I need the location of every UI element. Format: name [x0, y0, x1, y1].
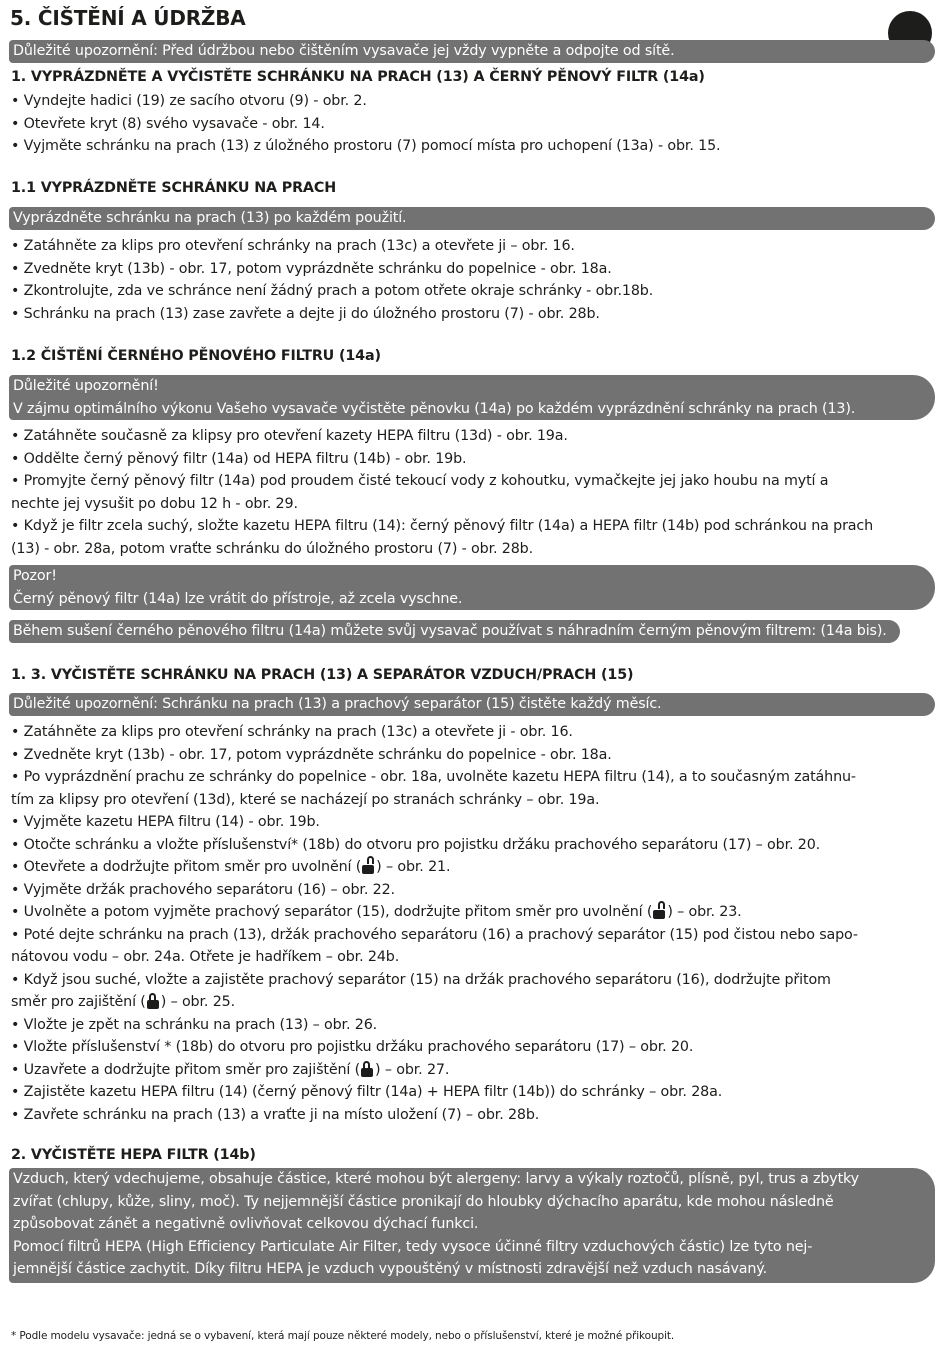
- section-1-3-heading: 1. 3. VYČISTĚTE SCHRÁNKU NA PRACH (13) A SEPARÁTOR VZDUCH/PRACH (15): [11, 667, 634, 683]
- lock-icon: [360, 1061, 375, 1077]
- list-item: [11, 901, 941, 924]
- text: • Uzavřete a dodržujte přitom směr pro zajištění (: [11, 1061, 361, 1078]
- list-item: • Zajistěte kazetu HEPA filtru (14) (černý pěnový filtr (14a) + HEPA filtr (14b)) do schránky – obr. 28a.: [11, 1084, 723, 1100]
- list-item: nátovou vodu – obr. 24a. Otřete je hadříkem – obr. 24b.: [11, 949, 400, 965]
- list-item: • Vyndejte hadici (19) ze sacího otvoru (9) - obr. 2.: [11, 93, 367, 109]
- section-1-2-notice: [9, 375, 935, 420]
- intro-notice: Důležité upozornění: Před údržbou nebo čištěním vysavače jej vždy vypněte a odpojte od sítě.: [9, 40, 935, 63]
- section-1-1-notice: Vyprázdněte schránku na prach (13) po každém použití.: [9, 207, 935, 230]
- hepa-info-box: [9, 1168, 935, 1283]
- caution-line: Černý pěnový filtr (14a) lze vrátit do přístroje, až zcela vyschne.: [13, 590, 463, 607]
- list-item: • Zvedněte kryt (13b) - obr. 17, potom vyprázdněte schránku do popelnice - obr. 18a.: [11, 746, 612, 763]
- list-item: • Otevřete kryt (8) svého vysavače - obr. 14.: [11, 115, 325, 132]
- list-item: • Zvedněte kryt (13b) - obr. 17, potom vyprázdněte schránku do popelnice - obr. 18a.: [11, 260, 612, 277]
- notice-line: Důležité upozornění!: [13, 378, 159, 394]
- spare-filter-note: Během sušení černého pěnového filtru (14a) můžete svůj vysavač používat s náhradním černým pěnovým filtrem: (14a bis).: [9, 620, 900, 643]
- list-item: (13) - obr. 28a, potom vraťte schránku do úložného prostoru (7) - obr. 28b.: [11, 540, 533, 557]
- text: ) – obr. 23.: [667, 904, 742, 920]
- section-1-3-notice: Důležité upozornění: Schránku na prach (13) a prachový separátor (15) čistěte každý měsíc.: [9, 693, 935, 716]
- list-item: tím za klipsy pro otevření (13d), které se nacházejí po stranách schránky – obr. 19a.: [11, 791, 600, 808]
- section-1-1-heading: 1.1 VYPRÁZDNĚTE SCHRÁNKU NA PRACH: [11, 180, 337, 196]
- section-1-1-list: [11, 235, 941, 325]
- lock-icon: [146, 993, 161, 1009]
- section-1-3-list: [11, 721, 941, 1126]
- list-item: • Zatáhněte za klips pro otevření schránky na prach (13c) a otevřete ji - obr. 16.: [11, 724, 573, 740]
- section-1-2-heading: 1.2 ČIŠTĚNÍ ČERNÉHO PĚNOVÉHO FILTRU (14a): [11, 348, 381, 364]
- list-item: • Promyjte černý pěnový filtr (14a) pod proudem čisté tekoucí vody z kohoutku, vymačkejte jej jako houbu na mytí a: [11, 473, 829, 489]
- list-item: • Vyjměte kazetu HEPA filtru (14) - obr. 19b.: [11, 814, 320, 830]
- list-item: • Poté dejte schránku na prach (13), držák prachového separátoru (16) a prachový separátor (15) pod čistou nebo sapo-: [11, 926, 858, 943]
- text: ) – obr. 25.: [160, 994, 235, 1010]
- info-line: Vzduch, který vdechujeme, obsahuje částice, které mohou být alergeny: larvy a výkaly roztočů, plísně, pyl, trus a zbytky: [13, 1171, 859, 1187]
- list-item: nechte jej vysušit po dobu 12 h - obr. 29.: [11, 495, 298, 512]
- list-item: • Zavřete schránku na prach (13) a vraťte ji na místo uložení (7) – obr. 28b.: [11, 1106, 540, 1123]
- section-1-heading: 1. VYPRÁZDNĚTE A VYČISTĚTE SCHRÁNKU NA PRACH (13) A ČERNÝ PĚNOVÝ FILTR (14a): [11, 69, 705, 85]
- list-item: • Vložte příslušenství * (18b) do otvoru pro pojistku držáku prachového separátoru (17) – obr. 20.: [11, 1039, 694, 1055]
- list-item: • Když je filtr zcela suchý, složte kazetu HEPA filtru (14): černý pěnový filtr (14a) a HEPA filtr (14b) pod schránkou na prach: [11, 518, 874, 534]
- section-1-list: [11, 90, 941, 158]
- text: • Otevřete a dodržujte přitom směr pro uvolnění (: [11, 859, 362, 875]
- list-item: • Když jsou suché, vložte a zajistěte prachový separátor (15) na držák prachového separátoru (16), dodržujte přitom: [11, 971, 831, 988]
- info-line: Pomocí filtrů HEPA (High Efficiency Particulate Air Filter, tedy vysoce účinné filtry vzduchových částic) lze tyto nej-: [13, 1238, 813, 1255]
- list-item: [11, 991, 941, 1014]
- list-item: [11, 1059, 941, 1082]
- text: • Uvolněte a potom vyjměte prachový separátor (15), dodržujte přitom směr pro uvolnění (: [11, 904, 653, 920]
- list-item: • Zkontrolujte, zda ve schránce není žádný prach a potom otřete okraje schránky - obr.18b.: [11, 283, 654, 299]
- info-line: zvířat (chlupy, kůže, sliny, moč). Ty nejjemnější částice pronikají do hloubky dýchacího aparátu, kde mohou následně: [13, 1193, 834, 1210]
- section-2-heading: 2. VYČISTĚTE HEPA FILTR (14b): [11, 1147, 256, 1163]
- unlock-icon: [361, 858, 376, 874]
- caution-line: Pozor!: [13, 568, 57, 584]
- footnote: * Podle modelu vysavače: jedná se o vybavení, která mají pouze některé modely, nebo o příslušenství, které je možné přikoupit.: [11, 1330, 675, 1342]
- page-title: 5. ČIŠTĚNÍ A ÚDRŽBA: [10, 6, 246, 30]
- text: ) – obr. 21.: [376, 859, 451, 875]
- info-line: jemnější částice zachytit. Díky filtru HEPA je vzduch vypouštěný v místnosti zdravější než vzduch nasávaný.: [13, 1261, 767, 1277]
- list-item: • Zatáhněte za klips pro otevření schránky na prach (13c) a otevřete ji – obr. 16.: [11, 238, 575, 254]
- notice-line: V zájmu optimálního výkonu Vašeho vysavače vyčistěte pěnovku (14a) po každém vyprázdnění schránky na prach (13).: [13, 400, 856, 417]
- section-1-2-list: [11, 425, 941, 560]
- list-item: • Po vyprázdnění prachu ze schránky do popelnice - obr. 18a, uvolněte kazetu HEPA filtru (14), a to současným zatáhnu-: [11, 769, 856, 785]
- list-item: • Schránku na prach (13) zase zavřete a dejte ji do úložného prostoru (7) - obr. 28b.: [11, 305, 600, 322]
- section-1-2-caution: [9, 565, 935, 610]
- list-item: • Oddělte černý pěnový filtr (14a) od HEPA filtru (14b) - obr. 19b.: [11, 450, 467, 467]
- unlock-icon: [652, 903, 667, 919]
- list-item: • Vyjměte schránku na prach (13) z úložného prostoru (7) pomocí místa pro uchopení (13a) - obr. 15.: [11, 138, 721, 154]
- list-item: • Vyjměte držák prachového separátoru (16) – obr. 22.: [11, 881, 395, 898]
- text: směr pro zajištění (: [11, 994, 146, 1010]
- info-line: způsobovat zánět a negativně ovlivňovat celkovou dýchací funkci.: [13, 1216, 479, 1232]
- list-item: • Zatáhněte současně za klipsy pro otevření kazety HEPA filtru (13d) - obr. 19a.: [11, 428, 568, 444]
- text: ) – obr. 27.: [375, 1061, 450, 1078]
- list-item: • Vložte je zpět na schránku na prach (13) – obr. 26.: [11, 1016, 378, 1033]
- list-item: • Otočte schránku a vložte příslušenství* (18b) do otvoru pro pojistku držáku prachového separátoru (17) – obr. 20.: [11, 836, 821, 853]
- list-item: [11, 856, 941, 879]
